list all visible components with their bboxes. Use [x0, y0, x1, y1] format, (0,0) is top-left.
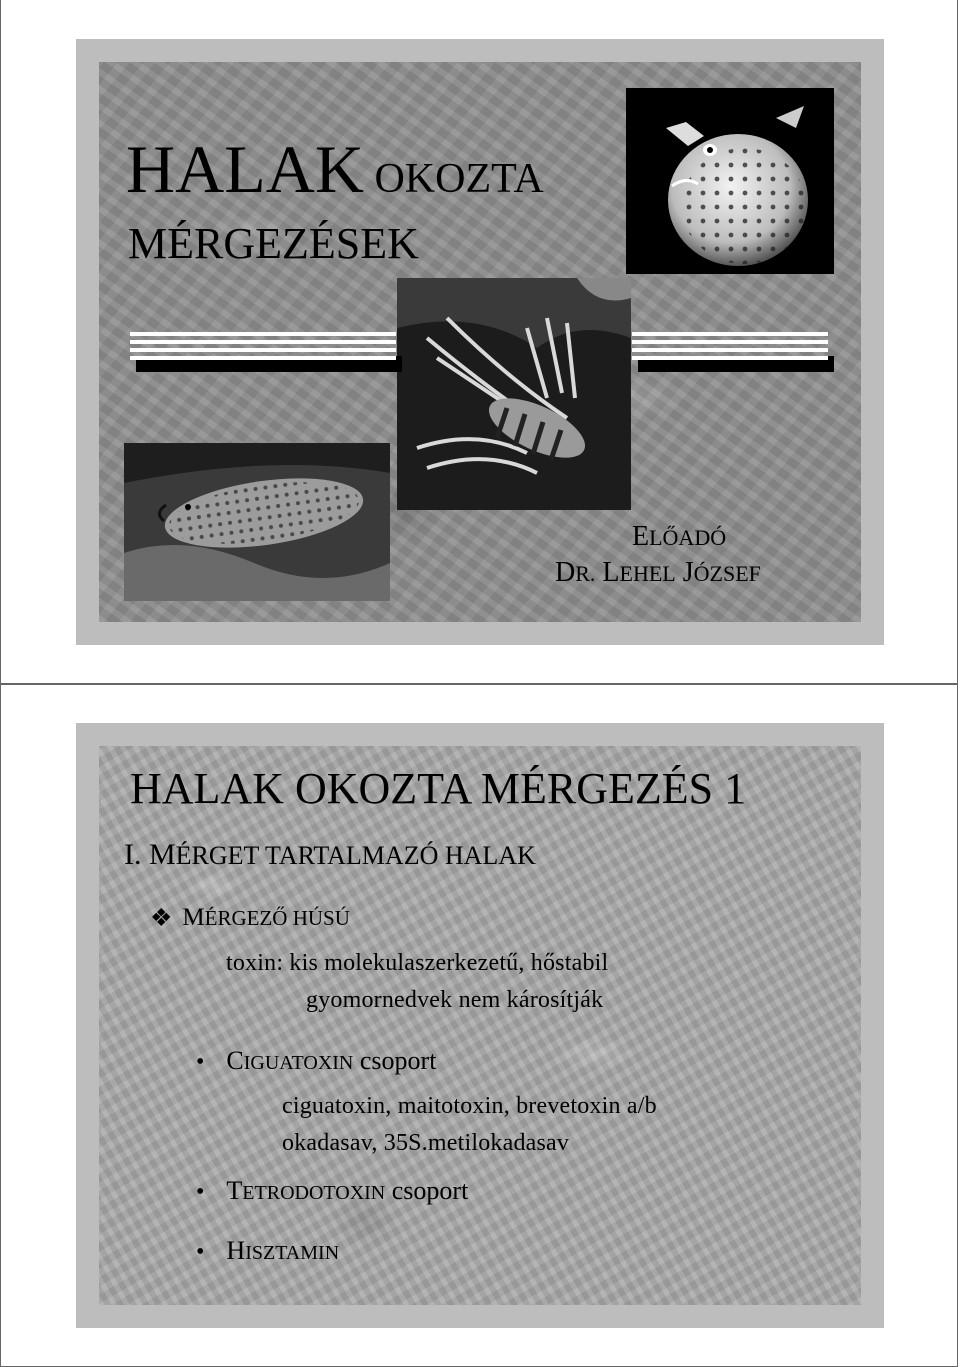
- author-name: DR. LEHEL JÓZSEF: [555, 557, 761, 588]
- toxin-line-2: gyomornedvek nem károsítják: [306, 987, 604, 1013]
- bullet-icon: •: [196, 1049, 205, 1075]
- title-halak: HALAK: [126, 131, 364, 207]
- bullet-tetrodotoxin: • TETRODOTOXIN csoport: [196, 1176, 469, 1205]
- ciguatoxin-line-1: ciguatoxin, maitotoxin, brevetoxin a/b: [282, 1093, 657, 1119]
- bullet-icon: •: [196, 1179, 205, 1205]
- decorative-rule-left: [130, 332, 396, 366]
- section-meregzo-husu: ❖ MÉRGEZŐ HÚSÚ: [150, 904, 350, 932]
- lionfish-photo: [397, 278, 631, 510]
- toxin-line-1: toxin: kis molekulaszerkezetű, hőstabil: [226, 950, 609, 976]
- slide-1-title: [126, 131, 544, 207]
- bullet-hisztamin: • HISZTAMIN: [196, 1236, 340, 1265]
- ciguatoxin-line-2: okadasav, 35S.metilokadasav: [282, 1130, 570, 1156]
- author-label: ELŐADÓ: [632, 521, 727, 552]
- slide-1-title-line2: MÉRGEZÉSEK: [128, 219, 419, 268]
- slide-2-background: [99, 746, 861, 1305]
- slide-2-subtitle: I. MÉRGET TARTALMAZÓ HALAK: [124, 838, 536, 871]
- grouper-photo: [124, 443, 390, 601]
- bullet-icon: •: [196, 1239, 205, 1265]
- pufferfish-photo: [626, 88, 834, 274]
- slide-2-title: HALAK OKOZTA MÉRGEZÉS 1: [130, 764, 747, 813]
- diamond-bullet-icon: ❖: [150, 905, 173, 932]
- title-okozta: OKOZTA: [363, 156, 544, 202]
- bullet-ciguatoxin: • CIGUATOXIN csoport: [196, 1046, 437, 1075]
- decorative-rule-right: [632, 332, 828, 366]
